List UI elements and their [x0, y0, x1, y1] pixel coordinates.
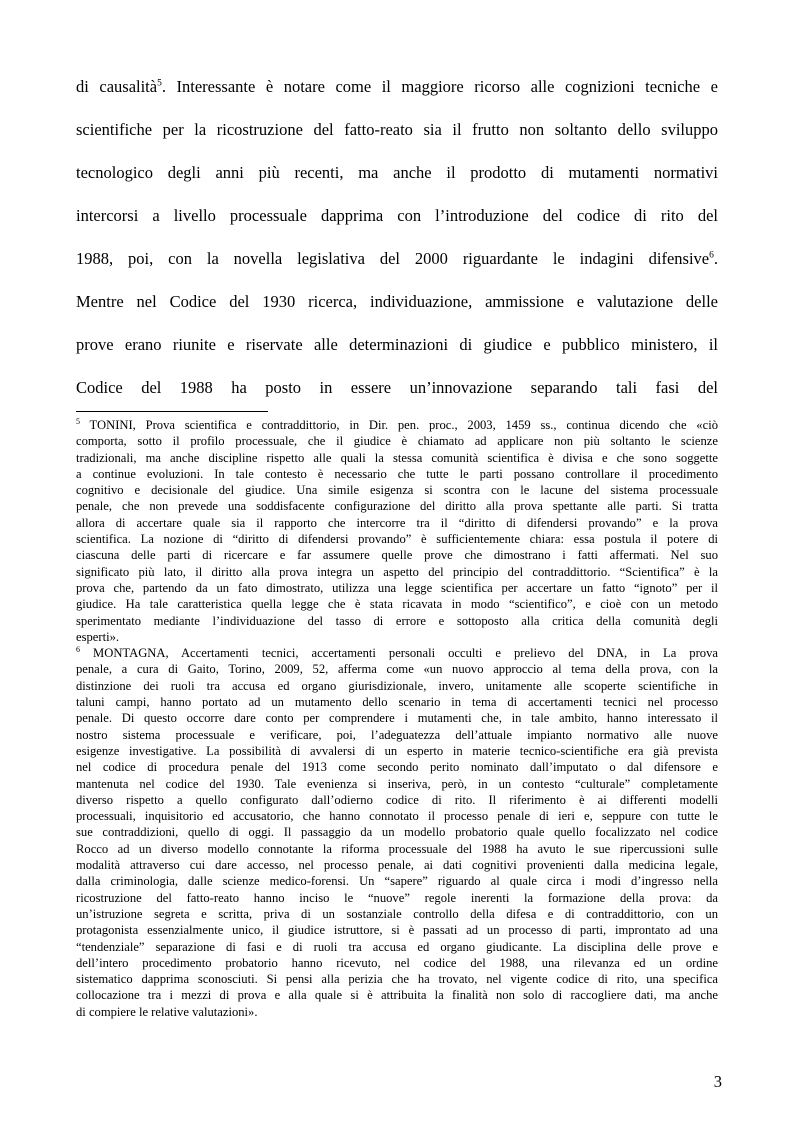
line-text: prove erano riunite e riservate alle determinazioni di giudice e pubblico ministero, il — [76, 335, 718, 354]
footnote-line — [76, 629, 718, 645]
footnote-marker: 5 — [76, 416, 80, 426]
footnote-line — [76, 743, 718, 759]
line-text: Rocco ad un diverso modello connotante la riforma processuale del 1988 ha avuto le sue ripercussioni sulle — [76, 841, 718, 856]
line-text: taluni campi, hanno portato ad un mutamento dello scenario in tema di accertamenti tecnici nel processo — [76, 695, 718, 710]
line-text: intercorsi a livello processuale dapprima con l’introduzione del codice di rito del — [76, 206, 718, 225]
footnote-line — [76, 808, 718, 824]
footnote-line — [76, 906, 718, 922]
line-text: nostro sistema processuale e verificare, poi, l’adeguatezza dell’attuale impianto normativo alle nuove — [76, 727, 718, 742]
page-number: 3 — [713, 1072, 722, 1091]
line-text: 1988, poi, con la novella legislativa del 2000 riguardante le indagini difensive — [76, 249, 710, 268]
line-text: prova che, partendo da un fato dimostrato, utilizza una legge scientifica per accertare un fatto “ignoto” per il — [76, 580, 718, 595]
body-line — [76, 65, 718, 108]
line-text: protagonista essenzialmente unico, il giudice istruttore, si è passati ad un processo di parti, improntato ad una — [76, 923, 718, 938]
line-text: esperti». — [76, 629, 120, 644]
footnote-line — [76, 857, 718, 873]
line-text: sue contraddizioni, quello di oggi. Il passaggio da un modello probatorio quale quello focalizzato nel codice — [76, 825, 718, 840]
body-line — [76, 323, 718, 366]
body-line — [76, 108, 718, 151]
line-text: un’istruzione segreta e scritta, priva di un sostanziale controllo della difesa e di contraddittorio, con un — [76, 906, 718, 921]
footnote-line — [76, 987, 718, 1003]
line-text: tecnologico degli anni più recenti, ma anche il prodotto di mutamenti normativi — [76, 163, 718, 182]
line-text: di compiere le relative valutazioni». — [76, 1004, 258, 1019]
line-text: collocazione tra i mezzi di prova e alla quale si è attribuita la finalità non solo di raccogliere dati, ma anche — [76, 988, 718, 1003]
footnote-line — [76, 417, 718, 433]
footnote-line — [76, 727, 718, 743]
footnote-line — [76, 792, 718, 808]
footnote-line — [76, 922, 718, 938]
footnote-line — [76, 1004, 718, 1020]
footnote-line — [76, 613, 718, 629]
footnote-line — [76, 710, 718, 726]
line-text: distinzione dei ruoli tra accusa ed organo giurisdizionale, invero, unitamente alle scoperte scientifiche in — [76, 678, 718, 693]
body-line — [76, 194, 718, 237]
footnote-line — [76, 955, 718, 971]
footnote-line — [76, 678, 718, 694]
line-text: dell’intero procedimento probatorio hanno ricevuto, nel codice del 1988, una rilevanza ed un ordine — [76, 955, 718, 970]
line-text: significato più lato, il diritto alla prova integra un aspetto del principio del contraddittorio. “Scientifica” è la — [76, 564, 718, 579]
body-line — [76, 151, 718, 194]
line-text: penale. Di questo occorre dare conto per comprendere i mutamenti che, in tale ambito, hanno interessato il — [76, 711, 718, 726]
footnote-line — [76, 776, 718, 792]
line-text: sperimentato mediante l’individuazione del tasso di errore e sottoposto alla critica della comunità degli — [76, 613, 718, 628]
footnote-line — [76, 466, 718, 482]
footnotes — [76, 417, 718, 1020]
line-text: scientifiche per la ricostruzione del fatto-reato sia il frutto non soltanto dello sviluppo — [76, 120, 718, 139]
footnote-line — [76, 450, 718, 466]
footnote-line — [76, 939, 718, 955]
footnote-line — [76, 971, 718, 987]
line-text: dalla criminologia, dalle scienze medico-forensi. Un “sapere” riguardo al quale circa i modi d’ingresso nella — [76, 874, 718, 889]
line-text: di causalità — [76, 77, 158, 96]
footnote-line — [76, 661, 718, 677]
line-text: . — [713, 249, 718, 268]
line-text: “tendenziale” separazione di fasi e di ruoli tra accusa ed organo giudicante. La disciplina delle prove e — [76, 939, 718, 954]
footnote-line — [76, 564, 718, 580]
footnote-line — [76, 694, 718, 710]
line-text: diverso rispetto a quello configurato dall’odierno codice di rito. Il riferimento è ai differenti modelli — [76, 792, 718, 807]
line-text: giudice. Ha tale caratteristica quella legge che è stata ricavata in modo “scientifico”, e cioè con un metodo — [76, 597, 718, 612]
line-text: modalità attraverso cui dare accesso, nel processo penale, ai dati cognitivi provenienti dalla medicina legale, — [76, 858, 718, 873]
footnote-line — [76, 596, 718, 612]
line-text: processuali, inquisitorio ed accusatorio, che hanno connotato il processo penale di ieri e, seppure con tutte le — [76, 809, 718, 824]
line-text: comporta, sotto il profilo processuale, che il giudice è chiamato ad applicare non più soltanto le scienze — [76, 434, 718, 449]
footnote-line — [76, 531, 718, 547]
footnote-line — [76, 759, 718, 775]
line-text: Codice del 1988 ha posto in essere un’innovazione separando tali fasi del — [76, 378, 718, 397]
footnote-line — [76, 433, 718, 449]
line-text: cognitivo e decisionale del giudice. Una simile esigenza si scontra con le lacune del sistema processuale — [76, 483, 718, 498]
line-text: esigenze investigative. La possibilità di avvalersi di un esperto in materie tecnico-scientifiche era già prevista — [76, 743, 718, 758]
footnote-marker: 6 — [76, 644, 80, 654]
line-text: penale, che non prevede una soddisfacente configurazione del diritto alla prova spettante alle parti. Si tratta — [76, 499, 718, 514]
line-text: sistematico dapprima sconosciuti. Si pensi alla perizia che ha trovato, nel vigente codice di rito, una specifica — [76, 972, 718, 987]
line-text: MONTAGNA, Accertamenti tecnici, accertamenti personali occulti e prelievo del DNA, in La prova — [80, 646, 718, 661]
line-text: . Interessante è notare come il maggiore ricorso alle cognizioni tecniche e — [161, 77, 718, 96]
body-line — [76, 366, 718, 409]
line-text: ricostruzione del fatto-reato hanno inciso le “nuove” regole inerenti la formazione della prova: da — [76, 890, 718, 905]
footnote-line — [76, 890, 718, 906]
line-text: a continue evoluzioni. In tale contesto è necessario che tutte le parti possano controllare il procedimento — [76, 466, 718, 481]
line-text: scientifica. La nozione di “diritto di difendersi provando” è sufficientemente chiara: essa postula il potere di — [76, 532, 718, 547]
footnote-separator — [76, 411, 268, 412]
footnote-line — [76, 645, 718, 661]
footnote-marker: 6 — [709, 250, 714, 261]
line-text: penale, a cura di Gaito, Torino, 2009, 52, afferma come «un nuovo approccio al tema della prova, con la — [76, 662, 718, 677]
footnote-line — [76, 482, 718, 498]
line-text: nel codice di procedura penale del 1913 come secondo perito nominato dall’imputato o dal difensore e — [76, 760, 718, 775]
footnote-marker: 5 — [157, 78, 162, 89]
body-text — [76, 65, 718, 409]
line-text: Mentre nel Codice del 1930 ricerca, individuazione, ammissione e valutazione delle — [76, 292, 718, 311]
line-text: mantenuta nel codice del 1930. Tale evenienza si inseriva, però, in un contesto “culturale” completamente — [76, 776, 718, 791]
footnote-line — [76, 547, 718, 563]
footnote-line — [76, 515, 718, 531]
footnote-line — [76, 580, 718, 596]
footnote-line — [76, 498, 718, 514]
line-text: tradizionali, ma anche discipline rispetto alle quali la stessa comunità scientifica è divisa e che sono soggette — [76, 450, 718, 465]
footnote-line — [76, 841, 718, 857]
footnote-line — [76, 873, 718, 889]
footnote-line — [76, 824, 718, 840]
line-text: ciascuna delle parti di ricercare e far assumere quelle prove che dimostrano i fatti affermati. Nel suo — [76, 548, 718, 563]
line-text: TONINI, Prova scientifica e contraddittorio, in Dir. pen. proc., 2003, 1459 ss., continua dicendo che «ciò — [80, 418, 718, 432]
body-line — [76, 237, 718, 280]
line-text: allora di accertare quale sia il rapporto che intercorre tra il “diritto di difendersi provando” e la prova — [76, 515, 718, 530]
body-line — [76, 280, 718, 323]
